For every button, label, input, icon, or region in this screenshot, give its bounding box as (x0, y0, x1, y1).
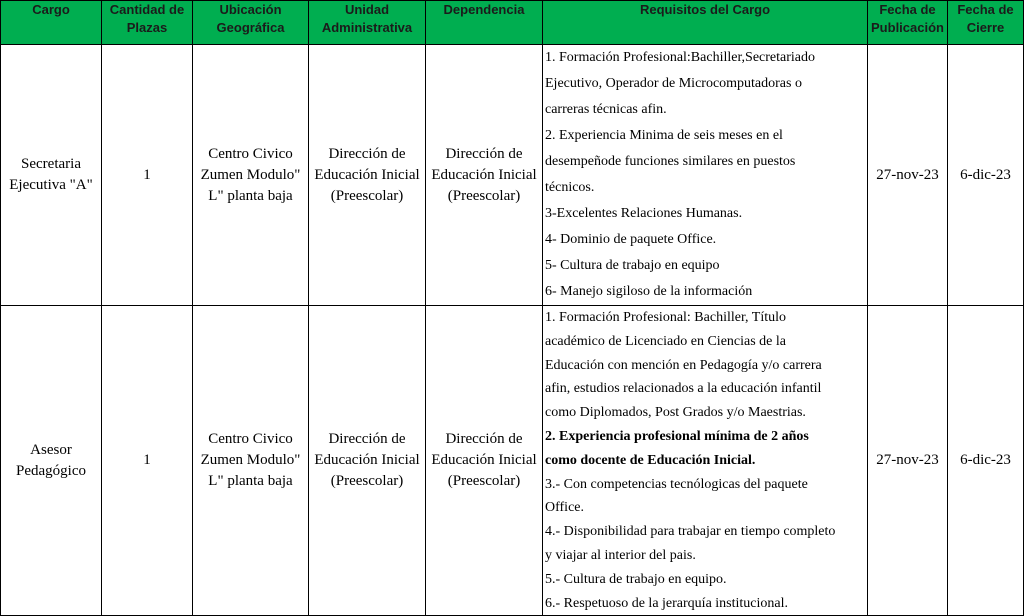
requisito-line: 3-Excelentes Relaciones Humanas. (545, 206, 743, 221)
cell-unidad: Dirección de Educación Inicial (Preescolar) (309, 306, 426, 616)
requisito-line: técnicos. (545, 180, 595, 195)
header-fecha-publicacion: Fecha de Publicación (868, 1, 948, 45)
requisito-line: 4- Dominio de paquete Office. (545, 232, 717, 247)
header-unidad-administrativa: Unidad Administrativa (309, 1, 426, 45)
requisito-line-bold: 2. Experiencia profesional mínima de 2 años (545, 428, 809, 444)
requisito-line-bold: como docente de Educación Inicial. (545, 452, 756, 468)
requisito-line: 4.- Disponibilidad para trabajar en tiempo completo (545, 524, 836, 540)
requisito-line: carreras técnicas afin. (545, 102, 667, 117)
requisito-line: 1. Formación Profesional:Bachiller,Secretariado (545, 50, 816, 65)
requisito-line: desempeñode funciones similares en puestos (545, 154, 796, 169)
cell-requisitos (543, 306, 868, 616)
requisito-line: y viajar al interior del pais. (545, 547, 696, 563)
header-cantidad-plazas: Cantidad de Plazas (102, 1, 193, 45)
cell-requisitos (543, 45, 868, 306)
header-fecha-cierre: Fecha de Cierre (948, 1, 1024, 45)
cell-dependencia: Dirección de Educación Inicial (Preescolar) (426, 45, 543, 306)
requisito-line: afin, estudios relacionados a la educación infantil (545, 381, 822, 397)
header-ubicacion: Ubicación Geográfica (193, 1, 309, 45)
requisito-line: Educación con mención en Pedagogía y/o carrera (545, 357, 822, 373)
requisito-line: 3.- Con competencias tecnólogicas del paquete (545, 476, 808, 492)
requisito-line: Office. (545, 500, 584, 516)
cell-fecha-cierre: 6-dic-23 (948, 45, 1024, 306)
cell-fecha-publicacion: 27-nov-23 (868, 306, 948, 616)
table-row (1, 306, 1024, 616)
requisito-line: Ejecutivo, Operador de Microcomputadoras o (545, 76, 802, 91)
cell-cantidad: 1 (102, 306, 193, 616)
table-row (1, 45, 1024, 306)
cell-dependencia: Dirección de Educación Inicial (Preescolar) (426, 306, 543, 616)
requisito-line: como Diplomados, Post Grados y/o Maestrias. (545, 405, 806, 421)
header-dependencia: Dependencia (426, 1, 543, 45)
cell-ubicacion: Centro Civico Zumen Modulo" L" planta baja (193, 45, 309, 306)
header-requisitos: Requisitos del Cargo (543, 1, 868, 45)
table-header-row (1, 1, 1024, 45)
header-cargo: Cargo (1, 1, 102, 45)
cell-cargo: Asesor Pedagógico (1, 306, 102, 616)
requisito-line: 5- Cultura de trabajo en equipo (545, 258, 720, 273)
cell-unidad: Dirección de Educación Inicial (Preescolar) (309, 45, 426, 306)
cell-fecha-cierre: 6-dic-23 (948, 306, 1024, 616)
requisito-line: académico de Licenciado en Ciencias de la (545, 333, 786, 349)
cell-fecha-publicacion: 27-nov-23 (868, 45, 948, 306)
cell-cargo: Secretaria Ejecutiva "A" (1, 45, 102, 306)
cell-ubicacion: Centro Civico Zumen Modulo" L" planta baja (193, 306, 309, 616)
cell-cantidad: 1 (102, 45, 193, 306)
requisito-line: 2. Experiencia Minima de seis meses en el (545, 128, 783, 143)
requisito-line: 6- Manejo sigiloso de la información (545, 284, 753, 299)
requisito-line: 1. Formación Profesional: Bachiller, Título (545, 310, 787, 325)
requisito-line: 6.- Respetuoso de la jerarquía institucional. (545, 595, 788, 611)
requisito-line: 5.- Cultura de trabajo en equipo. (545, 571, 727, 587)
